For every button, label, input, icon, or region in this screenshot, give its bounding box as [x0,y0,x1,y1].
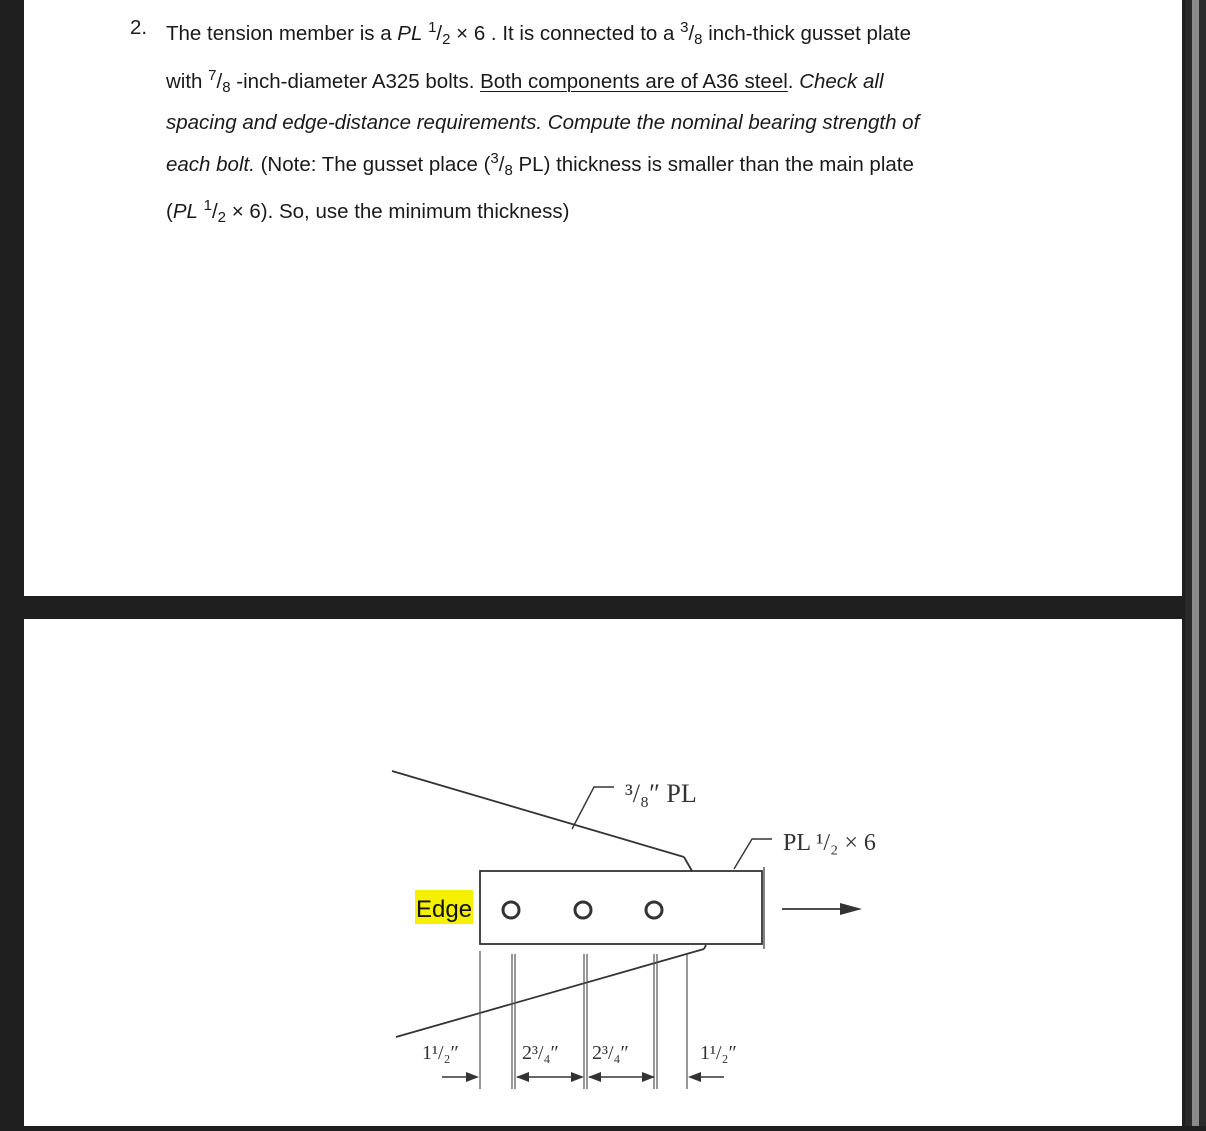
dim-label-pitch-2: 2³/₄″ [592,1042,629,1064]
dim-arrowhead [642,1072,655,1082]
fraction: $^3/_8$ [490,149,513,179]
gusset-leader [572,787,614,829]
fraction: $^1/_2$ [203,197,226,226]
dim-arrowhead [466,1072,479,1082]
problem-line-2: with $^7/_8$ -inch-diameter A325 bolts. Both components are of A36 steel. Check all [166,66,884,96]
edge-label: Edge [416,896,473,923]
scrollbar-thumb[interactable] [1192,0,1199,1126]
tension-arrowhead [840,903,862,915]
member-leader [734,839,772,869]
problem-line-4: each bolt. (Note: The gusset place ($^3/_8$ PL) thickness is smaller than the main plate [166,149,914,179]
dim-label-pitch-1: 2³/₄″ [522,1042,559,1064]
problem-statement [130,10,1066,236]
fraction: $^7/_8$ [208,66,231,96]
gusset-bottom-edge-end [704,945,706,949]
fraction: $^1/_2$ [428,19,451,48]
gusset-label: ³/₈″ PL [625,779,697,808]
underlined-text: Both components are of A36 steel [480,69,788,93]
dim-arrowhead [571,1072,584,1082]
gusset-top-edge-end [684,857,692,871]
problem-number: 2. [130,16,148,39]
fraction: $^3/_8$ [680,19,703,48]
dim-arrowhead [588,1072,601,1082]
dim-label-edge-right: 1¹/₂″ [700,1042,737,1064]
problem-line-5: (PL $^1/_2 \times 6$). So, use the minimum thickness) [166,197,570,226]
gusset-bottom-edge [396,949,704,1037]
main-plate [480,871,762,944]
dim-arrowhead [688,1072,701,1082]
scrollbar-track[interactable] [1185,0,1206,1126]
connection-figure [24,619,1182,1126]
problem-line-1: The tension member is a PL $^1/_2 \times 6$ . It is connected to a $^3/_8$ inch-thick gusset plate [166,19,912,48]
problem-line-3: spacing and edge-distance requirements. Compute the nominal bearing strength of [166,111,920,134]
member-label: PL ¹/₂ × 6 [783,830,876,856]
dim-arrowhead [516,1072,529,1082]
figure-panel [24,619,1182,1126]
dim-label-edge-left: 1¹/₂″ [422,1042,459,1064]
